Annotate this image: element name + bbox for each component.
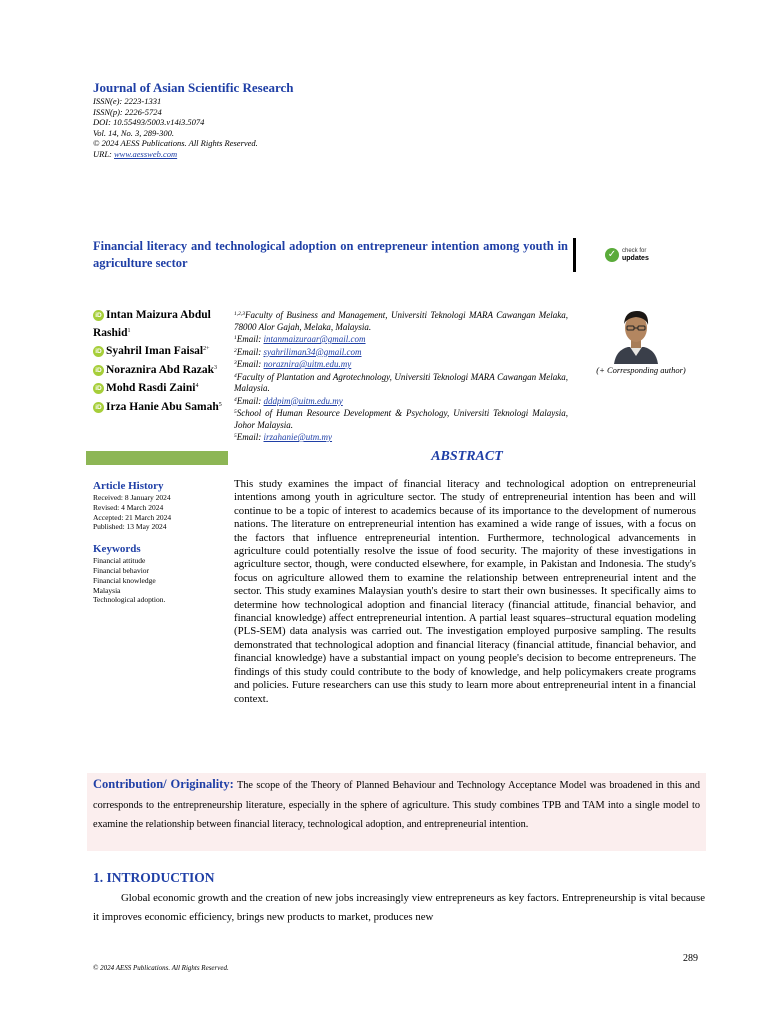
introduction-body: Global economic growth and the creation of new jobs increasingly view entrepreneurs as key factors. Entrepreneurship is vital because it improves economic efficiency, brings new products to market, produces new [93,892,705,923]
email-line: $^2$Email: syahriliman34@gmail.com [234,346,362,357]
email-link[interactable]: noraznira@uitm.edu.my [263,359,352,369]
keyword-item: Financial knowledge [93,575,156,585]
affiliation-2: $^4$Faculty of Plantation and Agrotechnology, Universiti Teknologi MARA Cawangan Melaka, Malaysia. [234,371,568,393]
author-name: Mohd Rasdi Zaini [106,382,196,394]
section-bar [86,451,228,465]
author [93,398,228,416]
contribution-box [87,773,706,851]
abstract-heading: ABSTRACT [431,449,503,464]
author-sup: 5 [218,401,222,408]
author-sup: 4 [195,383,199,389]
author-photo [608,306,664,364]
author-name: Noraznira Abd Razak [106,363,214,376]
keyword-item: Financial behavior [93,565,150,575]
keyword-item: Technological adoption. [93,595,166,605]
author-name: Irza Hanie Abu Samah [106,400,219,413]
article-sidebar [93,479,228,605]
orcid-icon[interactable]: iD [93,365,104,376]
author-sup: 3 [213,364,217,371]
header-copyright: © 2024 AESS Publications. All Rights Reserved. [93,138,258,148]
badge-line-2: updates [622,255,649,262]
author-name: Intan Maizura Abdul Rashid [93,309,211,339]
check-for-updates-badge[interactable] [605,246,659,264]
footer-copyright: © 2024 AESS Publications. All Rights Reserved. [93,964,229,972]
issn-e: ISSN(e): 2223-1331 [93,96,162,106]
contribution-body: The scope of the Theory of Planned Behaviour and Technology Acceptance Model was broadened in this and corresponds to the entrepreneurship literature, especially in the sphere of agriculture. This study combines TPB and TAM into a single model to examine the relationship between financial literacy, technological adoption, and entrepreneurial intention. [93,780,700,830]
url-label: URL: [93,148,115,159]
journal-header [93,80,493,159]
history-item: Published: 13 May 2024 [93,522,167,532]
url-link[interactable]: www.aessweb.com [114,148,178,159]
issn-p: ISSN(p): 2226-5724 [93,106,162,117]
url-line [93,149,493,160]
orcid-icon[interactable]: iD [93,346,104,357]
page-number: 289 [683,953,698,964]
keyword-item: Malaysia [93,585,121,595]
article-history-heading: Article History [93,480,164,492]
orcid-icon[interactable]: iD [93,383,104,394]
doi: DOI: 10.55493/5003.v14i3.5074 [93,117,205,127]
orcid-icon[interactable]: iD [93,402,104,413]
email-line: $^4$Email: dddpim@uitm.edu.my [234,395,343,406]
keywords-heading: Keywords [93,543,141,556]
author-sup: 2+ [203,346,210,352]
author-name: Syahril Iman Faisal [106,345,204,357]
paper-title: Financial literacy and technological adoption on entrepreneur intention among youth in agriculture sector [93,239,568,270]
author-list [93,308,228,416]
orcid-icon[interactable]: iD [93,310,104,321]
check-circle-icon: ✓ [605,248,619,262]
volume-info: Vol. 14, No. 3, 289-300. [93,127,174,138]
history-item: Revised: 4 March 2024 [93,502,164,512]
contribution-heading: Contribution/ Originality: [93,777,234,791]
portrait-image [608,306,664,364]
history-item: Received: 8 January 2024 [93,493,171,502]
email-line: $^1$Email: intanmaizuraar@gmail.com [234,334,366,344]
journal-title: Journal of Asian Scientific Research [93,80,294,95]
history-item: Accepted: 21 March 2024 [93,512,172,522]
affiliations [234,309,568,444]
title-divider [573,238,576,272]
badge-line-1: check for [622,248,647,254]
author [93,379,228,397]
author [93,361,228,379]
photo-caption: (+ Corresponding author) [596,365,686,375]
email-link[interactable]: intanmaizuraar@gmail.com [263,334,366,344]
email-line: $^3$Email: noraznira@uitm.edu.my [234,359,352,369]
introduction-heading: 1. INTRODUCTION [93,870,215,885]
affiliation-3: $^5$School of Human Resource Development & Psychology, Universiti Teknologi Malaysia, Johor Malaysia. [234,408,568,430]
email-link[interactable]: irzahanie@utm.my [263,432,333,442]
author [93,342,228,360]
affiliation-1: $^{1,2,3}$Faculty of Business and Management, Universiti Teknologi MARA Cawangan Melaka, 78000 Alor Gajah, Melaka, Malaysia. [234,310,568,332]
author-sup: 1 [127,327,131,334]
author [93,308,228,341]
email-link[interactable]: dddpim@uitm.edu.my [263,395,343,406]
keyword-item: Financial attitude [93,556,146,566]
email-line: $^5$Email: irzahanie@utm.my [234,432,333,442]
email-link[interactable]: syahriliman34@gmail.com [263,346,362,357]
abstract-body: This study examines the impact of financial literacy and technological adoption on entrepreneurial intentions among youth in agriculture sector. The study of entrepreneurial intention has been and will continue to be a topic of interest to academics because of its importance to the development of numerous nations. The literature on entrepreneurial intention has examined a wide range of issues, with a focus on the factors that influence entrepreneurial intention. Furthermore, technological advancements in agriculture could potentially resolve the issue of food security. The majority of these investigations in agriculture sector, though, were conducted elsewhere, for example, in Pakistan and Indonesia. The study's focus on agriculture allowed them to examine the relationship between entrepreneurial intent and the sector. This study examines Malaysian youth's desire to start their own businesses. It specifically aims to determine how technological adoption and financial literacy (financial attitude, financial behavior, and financial knowledge) affect entrepreneurial intention. A partial least squares–structural equation modeling (PLS-SEM) data analysis was carried out. The investigation employed purposive sampling. The results demonstrated that technological adoption and financial literacy (financial attitude, financial behavior, and financial knowledge) have a substantial impact on young people's decision to become entrepreneurs. The findings of this study could contribute to the body of knowledge, and help policymakers create programs and policies. Future researchers can use this study to learn more about entrepreneurial intent in a financial context. [234,478,696,705]
